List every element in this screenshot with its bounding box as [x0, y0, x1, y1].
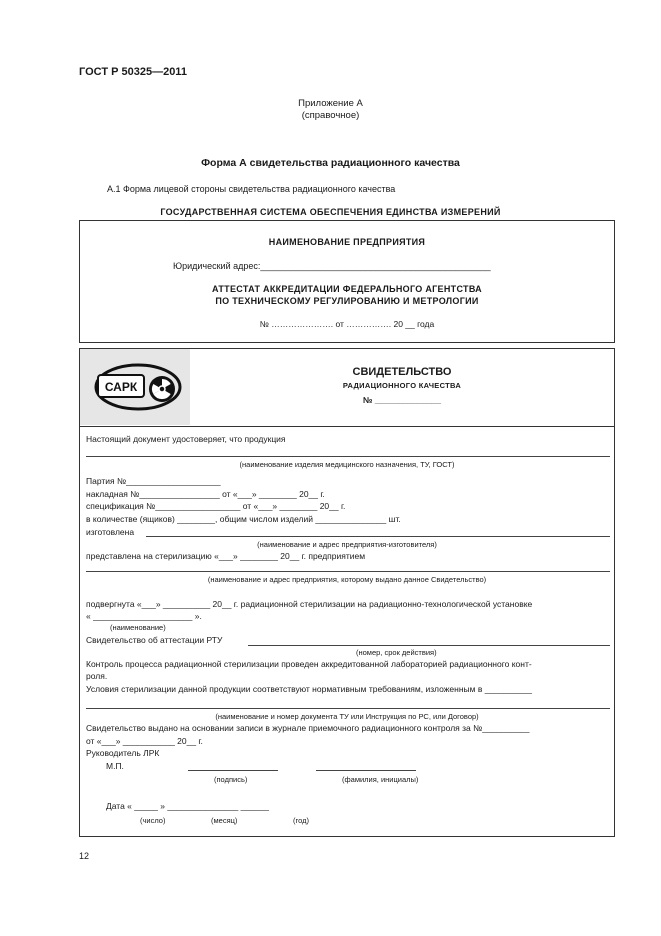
rtu-attestation-line [248, 645, 610, 646]
legal-address: Юридический адрес:______________________________________________ [173, 261, 491, 271]
section-heading: А.1 Форма лицевой стороны свидетельства радиационного качества [107, 184, 396, 194]
gsi-title: ГОСУДАРСТВЕННАЯ СИСТЕМА ОБЕСПЕЧЕНИЯ ЕДИНСТВА ИЗМЕРЕНИЙ [160, 207, 501, 217]
journal-date-line: от «___» ___________ 20__ г. [86, 736, 203, 746]
radiation-quality-logo [80, 349, 190, 425]
month-caption: (месяц) [211, 816, 238, 825]
rtu-attestation-label: Свидетельство об аттестации РТУ [86, 635, 223, 645]
certificate-number: № ______________ [362, 395, 442, 405]
enterprise-line [86, 571, 610, 572]
certificate-title: СВИДЕТЕЛЬСТВО [352, 366, 452, 378]
page-number: 12 [79, 851, 90, 861]
product-intro: Настоящий документ удостоверяет, что продукция [86, 434, 286, 444]
name-line [316, 770, 416, 771]
date-line: Дата « _____ » _______________ ______ [106, 801, 269, 811]
logo-text: САРК [104, 380, 138, 394]
signature-line [188, 770, 278, 771]
form-title: Форма А свидетельства радиационного качества [201, 157, 460, 169]
attestat-line-1: АТТЕСТАТ АККРЕДИТАЦИИ ФЕДЕРАЛЬНОГО АГЕНТСТВА [212, 284, 482, 294]
logo-area [80, 349, 190, 425]
invoice-line: накладная №_________________ от «___» ________ 20__ г. [86, 489, 325, 499]
sterilization-line: подвергнута «___» __________ 20__ г. радиационной стерилизации на радиационно-технологической установке [86, 599, 533, 609]
submitted-line: представлена на стерилизацию «___» ________ 20__ г. предприятием [86, 551, 366, 561]
manufacturer-line [146, 536, 610, 537]
document-line [86, 708, 610, 709]
document-caption: (наименование и номер документа ТУ или Инструкция по РС, или Договор) [215, 712, 479, 721]
enterprise-caption: (наименование и адрес предприятия, которому выдано данное Свидетельство) [207, 575, 487, 584]
control-line-1: Контроль процесса радиационной стерилизации проведен аккредитованной лабораторией радиационного конт- [86, 659, 532, 669]
certificate-subtitle: РАДИАЦИОННОГО КАЧЕСТВА [342, 381, 462, 390]
installation-name: « _____________________ ». [86, 611, 202, 621]
signature-caption: (подпись) [214, 775, 248, 784]
installation-caption: (наименование) [110, 623, 166, 632]
manufacturer-caption: (наименование и адрес предприятия-изготовителя) [257, 540, 437, 549]
appendix-title: Приложение А [298, 98, 363, 109]
lrk-head-label: Руководитель ЛРК [86, 748, 160, 758]
control-line-2: роля. [86, 671, 108, 681]
day-caption: (число) [140, 816, 166, 825]
standard-header: ГОСТ Р 50325—2011 [79, 66, 187, 78]
batch-line: Партия №____________________ [86, 476, 221, 486]
product-line [86, 456, 610, 457]
name-caption: (фамилия, инициалы) [342, 775, 419, 784]
conditions-line: Условия стерилизации данной продукции соответствуют нормативным требованиям, изложенным в __________ [86, 684, 532, 694]
attestat-line-2: ПО ТЕХНИЧЕСКОМУ РЕГУЛИРОВАНИЮ И МЕТРОЛОГИИ [215, 296, 479, 306]
specification-line: спецификация №__________________ от «___» ________ 20__ г. [86, 501, 346, 511]
manufactured-label: изготовлена [86, 527, 135, 537]
product-caption: (наименование изделия медицинского назначения, ТУ, ГОСТ) [239, 460, 455, 469]
journal-line: Свидетельство выдано на основании записи в журнале приемочного радиационного контроля за №__________ [86, 723, 530, 733]
year-caption: (год) [293, 816, 309, 825]
stamp-label: М.П. [106, 761, 124, 771]
organization-name: НАИМЕНОВАНИЕ ПРЕДПРИЯТИЯ [268, 237, 426, 247]
rtu-attestation-caption: (номер, срок действия) [356, 648, 437, 657]
attestat-number-line: № …………………. от ……………. 20 __ года [259, 319, 435, 329]
certificate-divider [80, 426, 614, 427]
quantity-line: в количестве (ящиков) ________, общим числом изделий _______________ шт. [86, 514, 401, 524]
appendix-subtitle: (справочное) [301, 110, 360, 121]
